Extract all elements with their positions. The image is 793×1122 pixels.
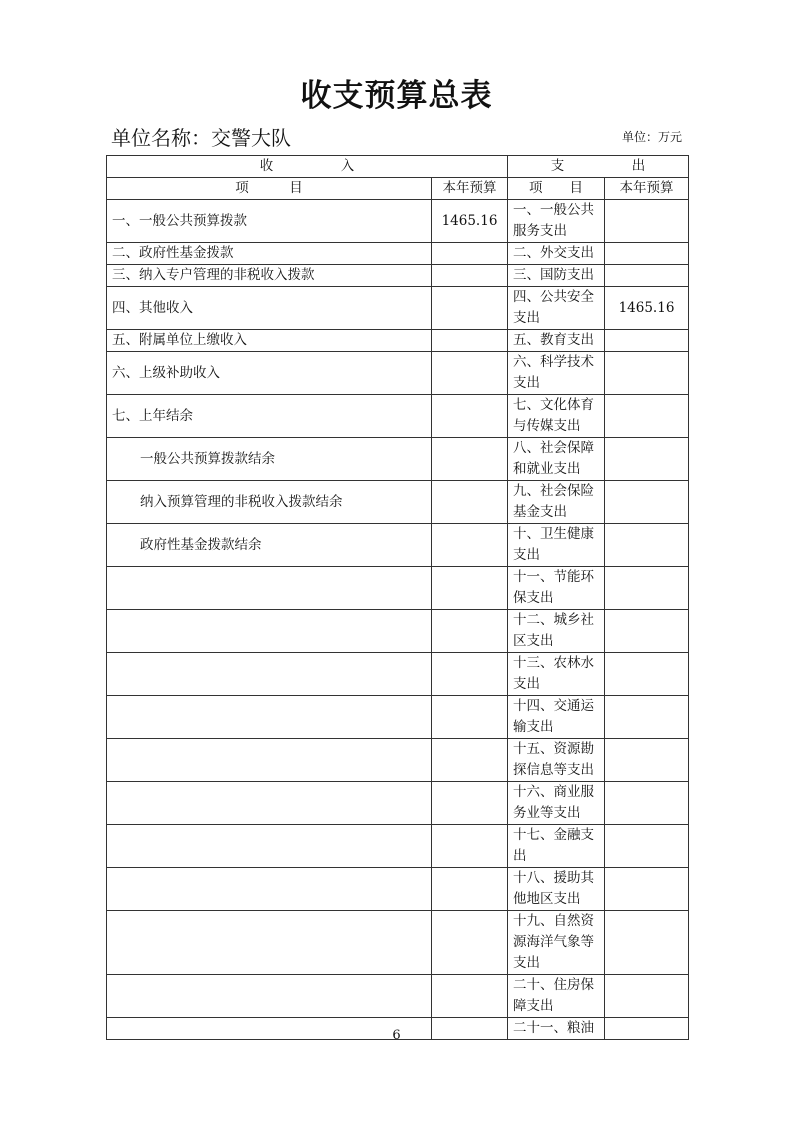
- expense-item: 六、科学技术 支出: [508, 352, 605, 395]
- expense-item: 二、外交支出: [508, 243, 605, 265]
- expense-header: 支 出: [508, 156, 689, 178]
- income-value: [432, 567, 508, 610]
- table-row: [107, 653, 689, 696]
- income-item: 七、上年结余: [107, 395, 432, 438]
- table-row: [107, 395, 689, 438]
- expense-value: [605, 243, 689, 265]
- income-budget-header: 本年预算: [432, 178, 508, 200]
- table-row: [107, 567, 689, 610]
- expense-item: 二十、住房保 障支出: [508, 975, 605, 1018]
- income-value: [432, 438, 508, 481]
- expense-item: 七、文化体育 与传媒支出: [508, 395, 605, 438]
- header-row: [107, 156, 689, 178]
- expense-item: 八、社会保障 和就业支出: [508, 438, 605, 481]
- page-number: 6: [392, 1028, 401, 1043]
- income-value: [432, 868, 508, 911]
- income-value: [432, 524, 508, 567]
- income-item: [107, 911, 432, 975]
- subheader-row: [107, 178, 689, 200]
- expense-item-header: 项 目: [508, 178, 605, 200]
- income-item: [107, 782, 432, 825]
- income-item: 政府性基金拨款结余: [107, 524, 432, 567]
- expense-value: [605, 330, 689, 352]
- expense-value: [605, 782, 689, 825]
- expense-value: [605, 481, 689, 524]
- income-value: [432, 782, 508, 825]
- unit-name: 单位名称：交警大队: [111, 126, 291, 150]
- expense-value: 1465.16: [605, 287, 689, 330]
- expense-item: 二十一、粮油: [508, 1018, 605, 1040]
- income-item: [107, 825, 432, 868]
- expense-value: [605, 610, 689, 653]
- income-value: [432, 352, 508, 395]
- income-item: 六、上级补助收入: [107, 352, 432, 395]
- expense-item: 十六、商业服 务业等支出: [508, 782, 605, 825]
- income-value: [432, 696, 508, 739]
- expense-value: [605, 739, 689, 782]
- income-item: [107, 696, 432, 739]
- income-item: [107, 975, 432, 1018]
- expense-value: [605, 653, 689, 696]
- expense-value: [605, 567, 689, 610]
- expense-budget-header: 本年预算: [605, 178, 689, 200]
- income-item: [107, 653, 432, 696]
- expense-item: 三、国防支出: [508, 265, 605, 287]
- income-value: [432, 653, 508, 696]
- table-row: [107, 330, 689, 352]
- income-value: [432, 243, 508, 265]
- income-item: 二、政府性基金拨款: [107, 243, 432, 265]
- table-row: [107, 265, 689, 287]
- income-value: [432, 330, 508, 352]
- expense-value: [605, 524, 689, 567]
- page-title: 收支预算总表: [300, 78, 493, 114]
- income-value: [432, 975, 508, 1018]
- table-row: [107, 287, 689, 330]
- income-item: 一般公共预算拨款结余: [107, 438, 432, 481]
- expense-item: 十二、城乡社 区支出: [508, 610, 605, 653]
- expense-value: [605, 868, 689, 911]
- income-value: [432, 265, 508, 287]
- expense-value: [605, 200, 689, 243]
- expense-value: [605, 696, 689, 739]
- table-row: [107, 696, 689, 739]
- table-row: [107, 438, 689, 481]
- table-row: [107, 782, 689, 825]
- expense-item: 一、一般公共 服务支出: [508, 200, 605, 243]
- table-row: [107, 868, 689, 911]
- income-value: [432, 481, 508, 524]
- expense-value: [605, 265, 689, 287]
- expense-item: 十八、援助其 他地区支出: [508, 868, 605, 911]
- expense-value: [605, 438, 689, 481]
- income-header: 收 入: [107, 156, 508, 178]
- table-row: [107, 911, 689, 975]
- income-value: [432, 287, 508, 330]
- expense-item: 十四、交通运 输支出: [508, 696, 605, 739]
- expense-value: [605, 975, 689, 1018]
- expense-value: [605, 395, 689, 438]
- income-item: 一、一般公共预算拨款: [107, 200, 432, 243]
- table-row: [107, 481, 689, 524]
- table-row: [107, 610, 689, 653]
- income-value: [432, 911, 508, 975]
- expense-value: [605, 911, 689, 975]
- income-item: [107, 567, 432, 610]
- table-row: [107, 975, 689, 1018]
- expense-item: 九、社会保险 基金支出: [508, 481, 605, 524]
- budget-table: [106, 155, 689, 1040]
- currency-unit: 单位：万元: [622, 130, 683, 144]
- expense-value: [605, 825, 689, 868]
- expense-item: 十一、节能环 保支出: [508, 567, 605, 610]
- income-item: 纳入预算管理的非税收入拨款结余: [107, 481, 432, 524]
- income-value: [432, 610, 508, 653]
- income-value: [432, 825, 508, 868]
- income-item: [107, 739, 432, 782]
- table-row: [107, 352, 689, 395]
- income-item: 三、纳入专户管理的非税收入拨款: [107, 265, 432, 287]
- table-row: [107, 200, 689, 243]
- table-row: [107, 524, 689, 567]
- expense-item: 十、卫生健康 支出: [508, 524, 605, 567]
- income-value: 1465.16: [432, 200, 508, 243]
- income-item: [107, 868, 432, 911]
- income-value: [432, 395, 508, 438]
- expense-item: 十三、农林水 支出: [508, 653, 605, 696]
- income-item: [107, 610, 432, 653]
- income-item-header: 项 目: [107, 178, 432, 200]
- expense-item: 五、教育支出: [508, 330, 605, 352]
- income-value: [432, 739, 508, 782]
- income-item: 五、附属单位上缴收入: [107, 330, 432, 352]
- expense-item: 十九、自然资 源海洋气象等 支出: [508, 911, 605, 975]
- table-row: [107, 739, 689, 782]
- income-item: 四、其他收入: [107, 287, 432, 330]
- table-row: [107, 243, 689, 265]
- expense-item: 十七、金融支 出: [508, 825, 605, 868]
- expense-item: 十五、资源勘 探信息等支出: [508, 739, 605, 782]
- table-row: [107, 825, 689, 868]
- expense-value: [605, 352, 689, 395]
- expense-item: 四、公共安全 支出: [508, 287, 605, 330]
